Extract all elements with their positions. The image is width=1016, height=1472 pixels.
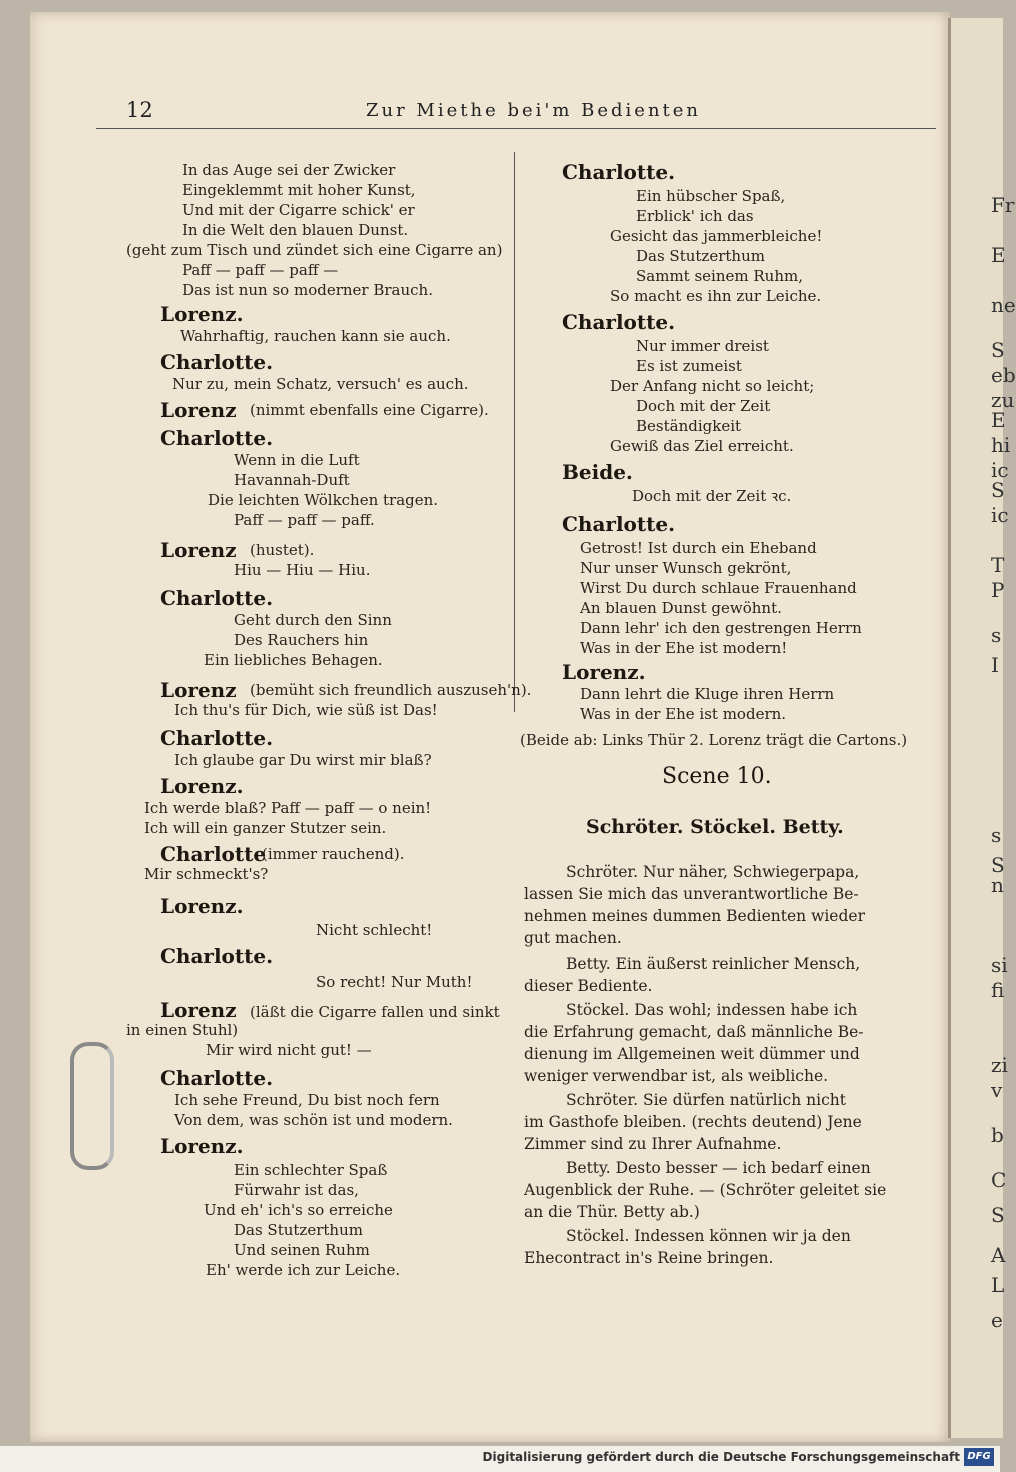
verse-line: (geht zum Tisch und zündet sich eine Cigarre an) [126,241,503,259]
scene-characters: Schröter. Stöckel. Betty. [586,816,844,838]
next-page-fragment: S [991,478,1005,502]
next-page-fragment: e [991,1308,1003,1332]
prose-line: Schröter. Nur näher, Schwiegerpapa, [566,863,860,881]
next-page-fragment: E [991,243,1006,267]
next-page-fragment: s [991,823,1002,847]
verse-line: Das Stutzerthum [234,1221,363,1239]
prose-line: im Gasthofe bleiben. (rechts deutend) Jene [524,1113,862,1131]
prose-line: Ehecontract in's Reine bringen. [524,1249,774,1267]
verse-line: Es ist zumeist [636,357,742,375]
verse-line: In das Auge sei der Zwicker [182,161,396,179]
digitization-credit: Digitalisierung gefördert durch die Deutsche Forschungsgemeinschaft [482,1450,960,1464]
prose-line: die Erfahrung gemacht, daß männliche Be- [524,1023,864,1041]
verse-line: Mir wird nicht gut! — [206,1041,372,1059]
verse-line: Geht durch den Sinn [234,611,392,629]
next-page-fragment: ne [991,293,1016,317]
prose-line: Schröter. Sie dürfen natürlich nicht [566,1091,846,1109]
next-page-fragment: s [991,623,1002,647]
speaker-name: Lorenz [160,538,237,562]
speaker-name: Charlotte. [160,586,274,610]
verse-line: So recht! Nur Muth! [316,973,473,991]
prose-line: Stöckel. Indessen können wir ja den [566,1227,851,1245]
verse-line: Dann lehrt die Kluge ihren Herrn [580,685,835,703]
next-page-fragment: S [991,338,1005,362]
verse-line: Havannah-Duft [234,471,350,489]
next-page-fragment: b [991,1123,1004,1147]
next-page-fragment: ic [991,503,1009,527]
next-page-fragment: n [991,873,1004,897]
next-page-fragment: v [991,1078,1003,1102]
next-page-fragment: fi [991,978,1005,1002]
speaker-name: Charlotte. [562,310,676,334]
verse-line: Ein hübscher Spaß, [636,187,786,205]
verse-line: Nicht schlecht! [316,921,433,939]
verse-line: Und eh' ich's so erreiche [204,1201,393,1219]
next-page-fragment: E [991,408,1006,432]
verse-line: Ich glaube gar Du wirst mir blaß? [174,751,432,769]
next-page-fragment: hi [991,433,1011,457]
next-page-fragment: A [991,1243,1006,1267]
verse-line: Eingeklemmt mit hoher Kunst, [182,181,416,199]
verse-line: Das ist nun so moderner Brauch. [182,281,433,299]
prose-line: nehmen meines dummen Bedienten wieder [524,907,865,925]
verse-line: Wenn in die Luft [234,451,360,469]
speaker-name: Charlotte. [160,426,274,450]
speaker-name: Charlotte. [160,1066,274,1090]
verse-line: Erblick' ich das [636,207,754,225]
next-page-fragment: S [991,1203,1005,1227]
verse-line: Eh' werde ich zur Leiche. [206,1261,401,1279]
verse-line: Die leichten Wölkchen tragen. [208,491,439,509]
prose-line: gut machen. [524,929,622,947]
verse-line: Getrost! Ist durch ein Eheband [580,539,817,557]
speaker-name: Lorenz. [160,1134,244,1158]
verse-line: in einen Stuhl) [126,1021,239,1039]
running-title: Zur Miethe bei'm Bedienten [366,100,702,121]
verse-line: (Beide ab: Links Thür 2. Lorenz trägt die Cartons.) [520,731,908,749]
speaker-name: Lorenz [160,398,237,422]
verse-line: Beständigkeit [636,417,742,435]
verse-line: In die Welt den blauen Dunst. [182,221,409,239]
verse-line: Ich werde blaß? Paff — paff — o nein! [144,799,432,817]
next-page-fragment: I [991,653,999,677]
prose-line: Betty. Desto besser — ich bedarf einen [566,1159,871,1177]
next-page-fragment: C [991,1168,1007,1192]
verse-line: Sammt seinem Ruhm, [636,267,803,285]
verse-line: (nimmt ebenfalls eine Cigarre). [250,401,489,419]
verse-line: Wirst Du durch schlaue Frauenhand [580,579,857,597]
speaker-name: Charlotte. [160,726,274,750]
verse-line: Paff — paff — paff — [182,261,339,279]
prose-line: dienung im Allgemeinen weit dümmer und [524,1045,860,1063]
speaker-name: Lorenz. [160,774,244,798]
speaker-name: Charlotte. [562,160,676,184]
verse-line: Gewiß das Ziel erreicht. [610,437,794,455]
verse-line: An blauen Dunst gewöhnt. [580,599,782,617]
verse-line: Mir schmeckt's? [144,865,269,883]
verse-line: Ich sehe Freund, Du bist noch fern [174,1091,440,1109]
speaker-name: Beide. [562,460,633,484]
verse-line: Nur zu, mein Schatz, versuch' es auch. [172,375,469,393]
verse-line: Paff — paff — paff. [234,511,375,529]
speaker-name: Lorenz [160,678,237,702]
next-page-fragment: zi [991,1053,1008,1077]
speaker-name: Charlotte. [160,350,274,374]
prose-line: Betty. Ein äußerst reinlicher Mensch, [566,955,861,973]
next-page-fragment: ic [991,458,1009,482]
scene-title: Scene 10. [662,764,772,789]
speaker-name: Charlotte. [562,512,676,536]
next-page-edge [948,18,1016,1438]
verse-line: (immer rauchend). [262,845,405,863]
verse-line: Was in der Ehe ist modern! [580,639,788,657]
prose-line: dieser Bediente. [524,977,653,995]
next-page-fragment: eb [991,363,1016,387]
dfg-logo: DFG [964,1448,994,1466]
verse-line: Fürwahr ist das, [234,1181,359,1199]
verse-line: (hustet). [250,541,315,559]
verse-line: Nur immer dreist [636,337,769,355]
prose-line: Augenblick der Ruhe. — (Schröter geleitet sie [524,1181,887,1199]
verse-line: Doch mit der Zeit [636,397,771,415]
speaker-name: Lorenz. [160,302,244,326]
verse-line: Von dem, was schön ist und modern. [174,1111,453,1129]
verse-line: Nur unser Wunsch gekrönt, [580,559,792,577]
verse-line: Der Anfang nicht so leicht; [610,377,815,395]
prose-line: an die Thür. Betty ab.) [524,1203,700,1221]
verse-line: Ich will ein ganzer Stutzer sein. [144,819,387,837]
prose-line: Stöckel. Das wohl; indessen habe ich [566,1001,858,1019]
verse-line: Was in der Ehe ist modern. [580,705,787,723]
speaker-name: Lorenz. [562,660,646,684]
prose-line: lassen Sie mich das unverantwortliche Be- [524,885,859,903]
verse-line: Und mit der Cigarre schick' er [182,201,415,219]
verse-line: Doch mit der Zeit ꝛc. [632,487,792,505]
column-divider [514,152,515,712]
verse-line: (bemüht sich freundlich auszuseh'n). [250,681,532,699]
paper-clip [70,1042,114,1170]
next-page-fragment: si [991,953,1008,977]
prose-line: weniger verwendbar ist, als weibliche. [524,1067,829,1085]
verse-line: Des Rauchers hin [234,631,369,649]
verse-line: Ich thu's für Dich, wie süß ist Das! [174,701,438,719]
prose-line: Zimmer sind zu Ihrer Aufnahme. [524,1135,782,1153]
speaker-name: Charlotte. [160,944,274,968]
next-page-fragment: S [991,853,1005,877]
verse-line: So macht es ihn zur Leiche. [610,287,822,305]
speaker-name: Lorenz [160,998,237,1022]
verse-line: Wahrhaftig, rauchen kann sie auch. [180,327,451,345]
verse-line: Das Stutzerthum [636,247,765,265]
next-page-fragment: zu [991,388,1015,412]
next-page-fragment: L [991,1273,1005,1297]
speaker-name: Charlotte [160,842,267,866]
verse-line: Ein liebliches Behagen. [204,651,383,669]
next-page-fragment: T [991,553,1005,577]
speaker-name: Lorenz. [160,894,244,918]
verse-line: Dann lehr' ich den gestrengen Herrn [580,619,862,637]
verse-line: (läßt die Cigarre fallen und sinkt [250,1003,500,1021]
verse-line: Ein schlechter Spaß [234,1161,388,1179]
verse-line: Und seinen Ruhm [234,1241,370,1259]
next-page-fragment: Fr [991,193,1015,217]
verse-line: Gesicht das jammerbleiche! [610,227,823,245]
page-number: 12 [126,98,153,122]
verse-line: Hiu — Hiu — Hiu. [234,561,371,579]
page-header [96,88,936,129]
next-page-fragment: P [991,578,1005,602]
